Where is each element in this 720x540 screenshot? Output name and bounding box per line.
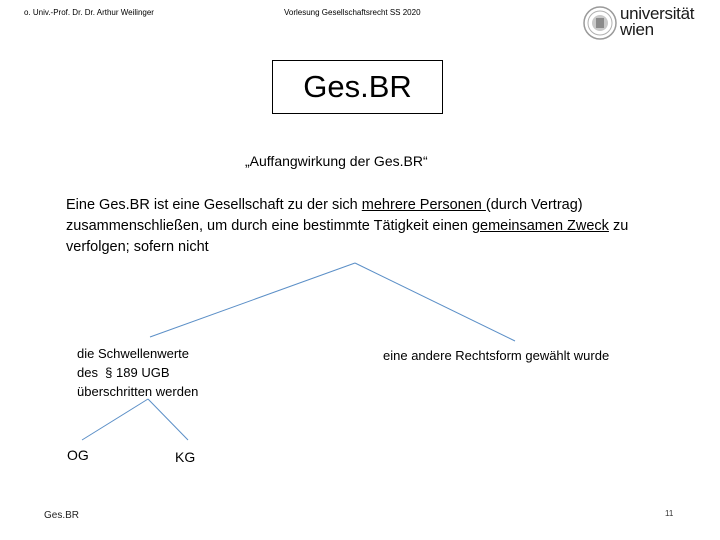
definition-underline-1: mehrere Personen [361, 197, 486, 213]
definition-underline-2: gemeinsamen Zweck [471, 218, 609, 234]
author-header: o. Univ.-Prof. Dr. Dr. Arthur Weilinger [24, 8, 154, 17]
connector-left-lower [82, 399, 148, 440]
footer-title: Ges.BR [44, 510, 80, 521]
branch-left-line3: überschritten werden [77, 384, 199, 399]
leaf-og: OG [67, 447, 89, 463]
slide-subtitle: „Auffangwirkung der Ges.BR“ [245, 153, 428, 169]
branch-left-line2: des § 189 UGB [77, 365, 170, 380]
connector-left-upper [150, 263, 355, 337]
lecture-header: Vorlesung Gesellschaftsrecht SS 2020 [284, 8, 421, 17]
branch-right-text: eine andere Rechtsform gewählt wurde [383, 348, 610, 363]
connector-right-upper [355, 263, 515, 341]
definition-part-3: zu verfolgen; sofern nicht [66, 218, 629, 255]
leaf-kg: KG [175, 449, 196, 465]
wordmark-line1: universität [620, 4, 695, 23]
definition-part-1: Eine Ges.BR ist eine Gesellschaft zu der sich [66, 197, 362, 213]
branch-left-line1: die Schwellenwerte [77, 346, 190, 361]
branch-left-text [77, 344, 247, 401]
connector-right-lower [148, 399, 188, 440]
definition-part-2: (durch Vertrag) zusammenschließen, um durch eine bestimmte Tätigkeit einen [66, 197, 583, 234]
page-number: 11 [665, 509, 674, 518]
wordmark-line2: wien [620, 20, 654, 39]
slide-title: Ges.BR [303, 69, 412, 104]
